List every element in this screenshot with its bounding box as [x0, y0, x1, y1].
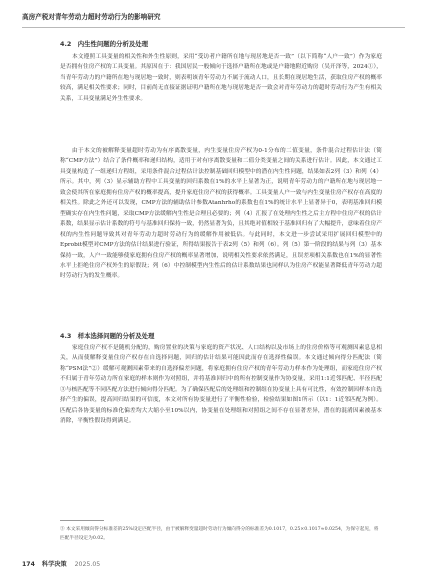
running-header: 高房产税对青年劳动力超时劳动行为的影响研究	[22, 13, 161, 21]
footnote-divider	[60, 520, 104, 521]
paragraph-psm-matching: 家庭住房产权不是随机分配的，购房置业的决策与家庭的资产状况、人口结构以及市场上的住房价格等可观测因素息息相关，从而使解释变量住房产权存在自选择问题，回归的估计结果可能因此而存在选择性偏误。本文通过倾向得分匹配法（简称“PSM法”②）缓解可观测因素带来的自选择偏差问题，将家庭拥有住房产权的青年劳动力样本作为处理组，而家庭住房产权不归属于青年劳动力所在家庭的样本则作为对照组，并将基准回归中的所有控制变量作为协变量，采用1:1近邻匹配、半径匹配③与核匹配等不同匹配方法进行倾向得分匹配。为了确保匹配后的处理组和控制组在协变量上具有可比性，有效控制因样本自选择产生的偏误，提高回归结果的可信度，本文对所有协变量进行了平衡性检验，检验结果如图1所示（以1：1近邻匹配为例）。匹配后各协变量的标准化偏差均大大缩小至10%以内，协变量在处理组和对照组之间不存在显著差异，潜在的混淆因素被基本消除，平衡性假设得到满足。	[60, 345, 382, 425]
journal-name: 科学决策	[41, 561, 67, 568]
footnote: ③ 本文采用倾向得分标准差的25%设定匹配半径，由于被解释变量超时劳动行为倾向得分的标准差为0.1017，0.25×0.1017≈0.0254，为保守起见，将匹配半径设定为0.02。	[60, 527, 379, 541]
page-footer	[22, 559, 100, 568]
section-heading-4-2: 4.2 内生性问题的分析及处理	[60, 40, 149, 48]
paragraph-instrument-variable: 本文遵照工具变量的相关性和外生性原则，采用“受访者户籍所在地与现居地是否一致”（以下简称“人户一致”）作为家庭是否拥有住房产权的工具变量。其原因在于：我国居民一般倾向于选择户籍所在地或是户籍地附近购房（吴开泽等，2024①），当青年劳动力的户籍所在地与现居地一致时，则表明该青年劳动力不属于流动人口，且长期在现居地生活，获取住房产权的概率较高，满足相关性要求；同时，目前尚无直接证据证明户籍所在地与现居地是否一致会对青年劳动力的超时劳动行为产生有相关关系，工具变量满足外生性要求。	[60, 54, 382, 102]
section-heading-4-3: 4.3 样本选择问题的分析及处理	[60, 332, 155, 340]
header-divider	[22, 27, 405, 28]
issue-date: 2025.05	[74, 561, 101, 568]
paragraph-cmp-estimation: 由于本文的被解释变量超时劳动为有序离散变量，内生变量住房产权为0-1分布的二值变量，条件混合过程估计法（简称“CMP方法”）结合了条件概率和递归结构，适用于对有序离散变量和二值分类变量之间的关系进行估计。因此，本文通过工具变量构造了一组递归方程组，采用条件混合过程估计法控制基础回归模型中的潜在内生性问题，结果如表2列（3）和列（4）所示。其中，列（3）显示辅助方程中工具变量的回归系数在1%的水平上显著为正，说明青年劳动力的户籍所在地与现居地一致会使其所在家庭拥有住房产权的概率提高，提升家庭住房产权的获得概率。工具变量人户一致与内生变量住房产权存在高度的相关性。除此之外还可以发现，CMP方法的辅助估计参数Atanhrho的系数也在1%的统计水平上显著异于0，表明基准回归模型确实存在内生性问题，采取CMP方法缓解内生性是合理且必要的；列（4）汇报了在处理内生性之后主方程中住房产权的估计系数，结果显示估计系数的符号与基准回归保持一致，仍然显著为负，且其绝对值相较于基准回归有了大幅提升，意味着住房产权的内生性问题导致其对青年劳动力超时劳动行为的缓解作用被低估。与此同时，本文进一步尝试采用扩展回归模型中的Eprobit模型对CMP方法的估计结果进行验证，所得结果报告于表2列（5）和列（6）。列（5）第一阶段的结果与列（3）基本保持一致，人户一致能够使家庭拥有住房产权的概率显著增加，说明相关性要求依然满足，且误差项相关系数也在1%的显著性水平上拒绝住房产权外生的原假设；列（6）中控制模型内生性后的估计系数结果也同样认为住房产权能显著降低青年劳动力超时劳动行为的发生概率。	[60, 148, 382, 280]
page-number: 174	[22, 561, 35, 568]
